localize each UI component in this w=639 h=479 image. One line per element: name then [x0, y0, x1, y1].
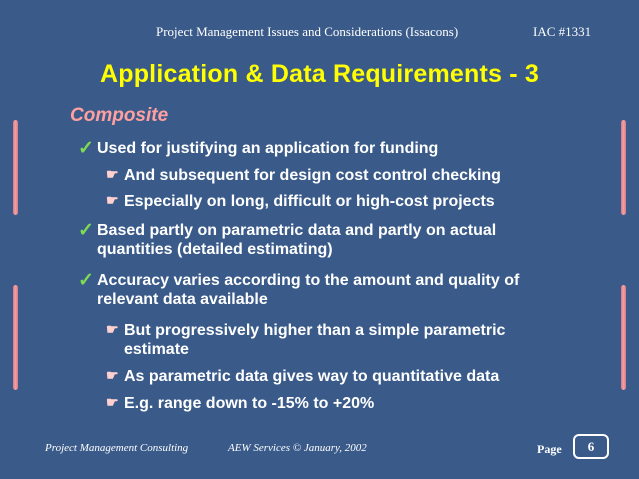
sub-bullet-3-2	[106, 367, 564, 386]
slide-title: Application & Data Requirements - 3	[99, 60, 540, 88]
right-side-bar-top	[621, 120, 626, 215]
checkmark-icon: ✓	[78, 270, 94, 291]
checkmark-icon: ✓	[78, 220, 94, 241]
left-side-bar-top	[13, 120, 18, 215]
sub-bullet-text: Especially on long, difficult or high-cost projects	[124, 193, 495, 210]
sub-bullet-text: E.g. range down to -15% to +20%	[124, 395, 375, 412]
bullet-text: Used for justifying an application for funding	[97, 140, 439, 157]
footer-left: Project Management Consulting	[45, 442, 189, 454]
bullet-3	[78, 271, 567, 309]
sub-bullet-1-2	[106, 192, 564, 211]
page-label: Page	[537, 442, 562, 456]
bullet-text: Based partly on parametric data and partly on actual quantities (detailed estimating)	[97, 222, 497, 258]
sub-bullet-text: But progressively higher than a simple parametric estimate	[124, 322, 506, 358]
slide-subtitle: Composite	[70, 105, 169, 126]
sub-bullet-text: And subsequent for design cost control checking	[124, 167, 501, 184]
pointing-hand-icon: ☛	[106, 394, 119, 410]
sub-bullet-1-1	[106, 166, 564, 185]
pointing-hand-icon: ☛	[106, 367, 119, 383]
pointing-hand-icon: ☛	[106, 321, 119, 337]
bullet-1	[78, 139, 567, 158]
header-title: Project Management Issues and Considerations (Issacons)	[156, 24, 459, 39]
left-side-bar-bottom	[13, 285, 18, 390]
bullet-text: Accuracy varies according to the amount and quality of relevant data available	[97, 272, 520, 308]
footer-middle: AEW Services © January, 2002	[228, 442, 367, 454]
sub-bullet-3-1	[106, 321, 564, 359]
checkmark-icon: ✓	[78, 138, 94, 159]
sub-bullet-3-3	[106, 394, 564, 413]
header-code: IAC #1331	[533, 24, 592, 39]
pointing-hand-icon: ☛	[106, 166, 119, 182]
sub-bullet-text: As parametric data gives way to quantitative data	[124, 368, 500, 385]
bullet-2	[78, 221, 567, 259]
pointing-hand-icon: ☛	[106, 192, 119, 208]
right-side-bar-bottom	[621, 285, 626, 390]
page-number: 6	[573, 434, 609, 459]
